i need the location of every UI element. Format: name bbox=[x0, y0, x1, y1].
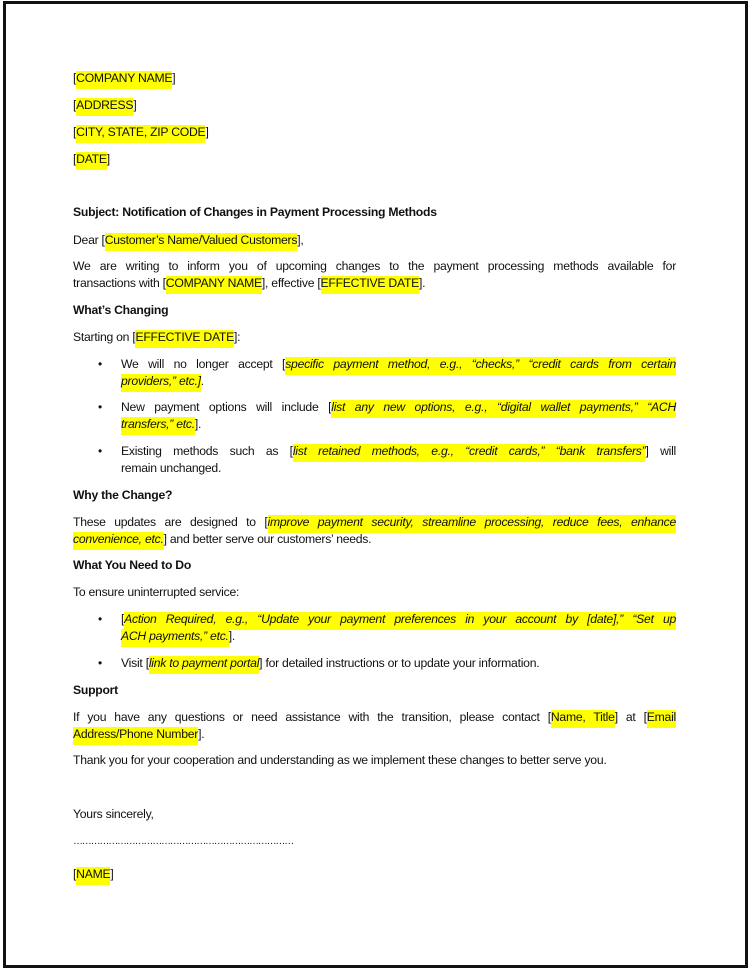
placeholder-customer-name[interactable]: Customer’s Name/Valued Customers bbox=[105, 233, 298, 251]
placeholder-contact-info[interactable]: Email bbox=[647, 710, 676, 728]
why-change-paragraph: These updates are designed to [improve payment security, streamline processing, reduce fees, enhance convenience, etc.] and better serve our customers’ needs. bbox=[73, 514, 676, 547]
placeholder-contact-name[interactable]: Name, Title bbox=[551, 710, 615, 728]
intro-paragraph bbox=[73, 258, 676, 291]
heading-why-change: Why the Change? bbox=[73, 488, 173, 502]
placeholder-action-required[interactable]: Action Required, e.g., “Update your payment preferences in your account by [date],” “Set up bbox=[124, 612, 676, 626]
placeholder-reasons[interactable]: improve payment security, streamline processing, reduce fees, enhance bbox=[267, 515, 676, 529]
closing: Yours sincerely, bbox=[73, 807, 154, 821]
sender-company: [COMPANY NAME] bbox=[73, 70, 175, 86]
heading-support: Support bbox=[73, 683, 118, 697]
placeholder-payment-portal-link[interactable]: link to payment portal bbox=[148, 656, 260, 670]
placeholder-company-name-2[interactable]: COMPANY NAME bbox=[166, 276, 262, 294]
placeholder-retained-methods[interactable]: list retained methods, e.g., “credit cards,” “bank transfers” bbox=[292, 444, 646, 458]
intro-line-2: transactions with [COMPANY NAME], effective [EFFECTIVE DATE]. bbox=[73, 275, 676, 292]
bullet-icon: • bbox=[98, 612, 102, 626]
thanks-paragraph: Thank you for your cooperation and understanding as we implement these changes to better serve you. bbox=[73, 753, 607, 767]
sender-date: [DATE] bbox=[73, 151, 110, 167]
intro-line-1: We are writing to inform you of upcoming changes to the payment processing methods available for bbox=[73, 259, 676, 273]
placeholder-city-state-zip[interactable]: CITY, STATE, ZIP CODE bbox=[76, 125, 205, 143]
signature-line: ………………………………………………………………… bbox=[73, 836, 294, 847]
support-paragraph: If you have any questions or need assistance with the transition, please contact [Name, Title] at [Email Address/Phone Number]. bbox=[73, 709, 676, 742]
greeting: Dear [Customer’s Name/Valued Customers], bbox=[73, 232, 303, 248]
subject-line: Subject: Notification of Changes in Payment Processing Methods bbox=[73, 205, 437, 219]
bullet-icon: • bbox=[98, 357, 102, 371]
what-to-do-lead: To ensure uninterrupted service: bbox=[73, 585, 240, 599]
sender-city-state-zip: [CITY, STATE, ZIP CODE] bbox=[73, 124, 209, 140]
placeholder-date[interactable]: DATE bbox=[76, 152, 107, 170]
placeholder-new-options[interactable]: list any new options, e.g., “digital wallet payments,” “ACH bbox=[331, 400, 676, 414]
sender-address: [ADDRESS] bbox=[73, 97, 136, 113]
bullet-icon: • bbox=[98, 444, 102, 458]
placeholder-company-name[interactable]: COMPANY NAME bbox=[76, 71, 172, 89]
signature-name: [NAME] bbox=[73, 866, 114, 882]
placeholder-effective-date[interactable]: EFFECTIVE DATE bbox=[321, 276, 420, 294]
placeholder-effective-date-2[interactable]: EFFECTIVE DATE bbox=[135, 330, 234, 348]
whats-changing-lead: Starting on [EFFECTIVE DATE]: bbox=[73, 329, 240, 345]
bullet-icon: • bbox=[98, 400, 102, 414]
bullet-icon: • bbox=[98, 656, 102, 670]
placeholder-address[interactable]: ADDRESS bbox=[76, 98, 133, 116]
letter-page bbox=[3, 1, 748, 968]
heading-what-to-do: What You Need to Do bbox=[73, 558, 192, 572]
placeholder-name[interactable]: NAME bbox=[76, 867, 110, 885]
placeholder-removed-method[interactable]: specific payment method, e.g., “checks,” “credit cards from certain bbox=[285, 357, 676, 371]
heading-whats-changing: What’s Changing bbox=[73, 303, 169, 317]
